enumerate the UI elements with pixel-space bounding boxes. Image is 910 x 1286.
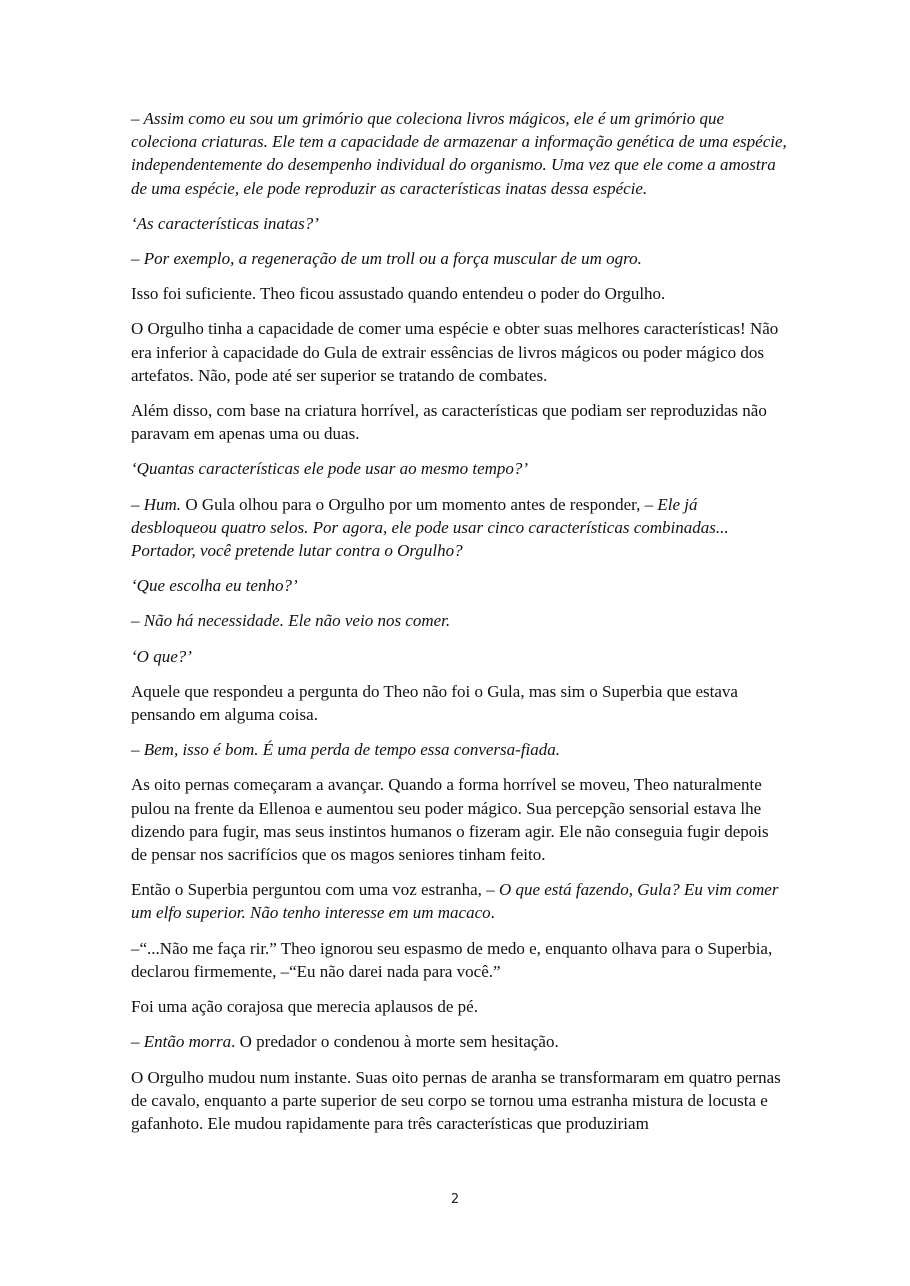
paragraph: [131, 937, 787, 983]
italic-text-run: ‘As características inatas?’: [131, 213, 319, 233]
text-run: O Orgulho mudou num instante. Suas oito pernas de aranha se transformaram em quatro pernas de cavalo, enquanto a parte superior de seu corpo se tornou uma estranha mistura de locusta e gafanhoto. Ele mudou rapidamente para três características que produziriam: [131, 1067, 781, 1133]
paragraph: [131, 493, 787, 563]
italic-text-run: – Então morra: [131, 1032, 232, 1052]
paragraph: [131, 645, 787, 668]
italic-text-run: – Hum.: [131, 494, 182, 514]
italic-text-run: – Não há necessidade. Ele não veio nos comer.: [131, 611, 451, 631]
text-run: –“...Não me faça rir.” Theo ignorou seu espasmo de medo e, enquanto olhava para o Superbia, declarou firmemente, –“Eu não darei nada para você.”: [131, 938, 773, 981]
text-run: Então o Superbia perguntou com uma voz estranha,: [131, 880, 487, 900]
text-run: . O predador o condenou à morte sem hesitação.: [231, 1032, 559, 1052]
paragraph: [131, 574, 787, 597]
paragraph: [131, 995, 787, 1018]
text-run: O Gula olhou para o Orgulho por um momento antes de responder,: [181, 494, 645, 514]
paragraph: [131, 738, 787, 761]
page-number: 2: [450, 1192, 460, 1207]
paragraph: [131, 317, 787, 387]
paragraph: [131, 878, 787, 924]
text-run: Aquele que respondeu a pergunta do Theo não foi o Gula, mas sim o Superbia que estava pensando em alguma coisa.: [131, 681, 738, 725]
text-run: As oito pernas começaram a avançar. Quando a forma horrível se moveu, Theo naturalmente pulou na frente da Ellenoa e aumentou seu poder mágico. Sua percepção sensorial estava lhe dizendo para fugir, mas seus instintos humanos o fizeram agir. Ele não conseguia fugir depois de pensar nos sacrifícios que os magos seniores tinham feito.: [131, 775, 769, 865]
paragraph: [131, 680, 787, 726]
italic-text-run: ‘Quantas características ele pode usar ao mesmo tempo?’: [131, 459, 529, 479]
text-run: .: [490, 903, 495, 923]
paragraph: [131, 282, 787, 305]
italic-text-run: – Ele já desbloqueou quatro selos. Por agora, ele pode usar cinco características combinadas... Portador, você pretende lutar contra o Orgulho?: [131, 494, 729, 561]
text-run: Foi uma ação corajosa que merecia aplausos de pé.: [131, 997, 478, 1017]
italic-text-run: – Por exemplo, a regeneração de um troll ou a força muscular de um ogro.: [131, 249, 642, 269]
paragraph: [131, 609, 787, 632]
paragraph: [131, 212, 787, 235]
document-page: [131, 107, 787, 1147]
paragraph: [131, 457, 787, 480]
italic-text-run: ‘O que?’: [131, 646, 192, 666]
italic-text-run: ‘Que escolha eu tenho?’: [131, 576, 298, 596]
italic-text-run: – O que está fazendo, Gula? Eu vim comer um elfo superior. Não tenho interesse em um macaco: [131, 880, 779, 923]
text-run: Além disso, com base na criatura horrível, as características que podiam ser reproduzidas não paravam em apenas uma ou duas.: [131, 401, 767, 444]
paragraph: [131, 247, 787, 270]
paragraph: [131, 399, 787, 445]
paragraph: [131, 1030, 787, 1053]
body-text: [131, 107, 787, 1135]
italic-text-run: – Bem, isso é bom. É uma perda de tempo essa conversa-fiada.: [131, 740, 561, 760]
text-run: O Orgulho tinha a capacidade de comer uma espécie e obter suas melhores características! Não era inferior à capacidade do Gula de extrair essências de livros mágicos ou poder mágico dos artefatos. Não, pode até ser superior se tratando de combates.: [131, 319, 779, 385]
paragraph: [131, 107, 787, 200]
italic-text-run: – Assim como eu sou um grimório que coleciona livros mágicos, ele é um grimório que coleciona criaturas. Ele tem a capacidade de armazenar a informação genética de uma espécie, independentemente do desempenho individual do organismo. Uma vez que ele come a amostra de uma espécie, ele pode reproduzir as características inatas dessa espécie.: [131, 109, 787, 198]
paragraph: [131, 773, 787, 866]
text-run: Isso foi suficiente. Theo ficou assustado quando entendeu o poder do Orgulho.: [131, 284, 666, 304]
paragraph: [131, 1066, 787, 1136]
